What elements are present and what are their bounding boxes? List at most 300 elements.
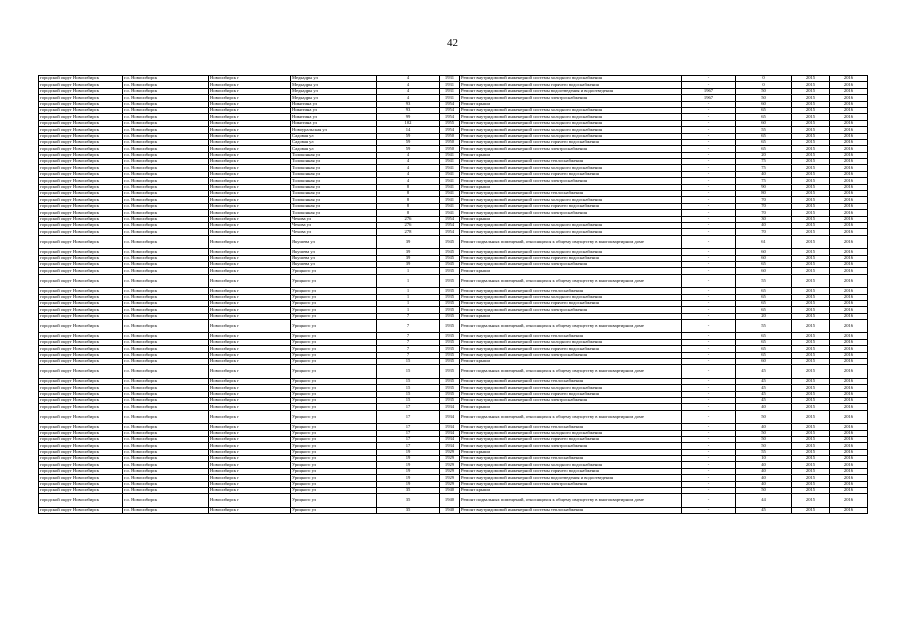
wear-percent-cell: 65: [736, 346, 792, 352]
wear-percent-cell: 50: [736, 95, 792, 101]
street-cell: Урицкого ул: [291, 288, 377, 294]
city-cell: Новосибирск г: [209, 184, 291, 190]
district-cell: г.о. Новосибирск: [123, 229, 209, 235]
last-repair-year-cell: -: [682, 288, 736, 294]
plan-start-year-cell: 2015: [792, 127, 830, 133]
street-cell: Садовая ул: [291, 133, 377, 139]
city-cell: Новосибирск г: [209, 178, 291, 184]
work-type-cell: Ремонт внутридомовой инженерной системы горячего водоснабжения: [460, 203, 682, 209]
wear-percent-cell: 60: [736, 101, 792, 107]
street-cell: Никитина ул: [291, 114, 377, 120]
house-number-cell: 19: [377, 462, 440, 468]
street-cell: Урицкого ул: [291, 307, 377, 313]
work-type-cell: Ремонт внутридомовой инженерной системы холодного водоснабжения: [460, 294, 682, 300]
plan-end-year-cell: 2016: [830, 216, 868, 222]
plan-end-year-cell: 2016: [830, 391, 868, 397]
year-built-cell: 1945: [440, 249, 460, 255]
wear-percent-cell: 60: [736, 268, 792, 274]
municipality-cell: городской округ Новосибирск: [39, 488, 123, 494]
city-cell: Новосибирск г: [209, 391, 291, 397]
last-repair-year-cell: -: [682, 76, 736, 82]
district-cell: г.о. Новосибирск: [123, 249, 209, 255]
district-cell: г.о. Новосибирск: [123, 159, 209, 165]
plan-start-year-cell: 2015: [792, 255, 830, 261]
plan-start-year-cell: 2015: [792, 88, 830, 94]
last-repair-year-cell: -: [682, 235, 736, 248]
last-repair-year-cell: -: [682, 359, 736, 365]
year-built-cell: 1940: [440, 507, 460, 513]
last-repair-year-cell: 1967: [682, 88, 736, 94]
plan-start-year-cell: 2015: [792, 507, 830, 513]
district-cell: г.о. Новосибирск: [123, 184, 209, 190]
last-repair-year-cell: -: [682, 404, 736, 410]
year-built-cell: 1935: [440, 294, 460, 300]
city-cell: Новосибирск г: [209, 274, 291, 287]
last-repair-year-cell: -: [682, 424, 736, 430]
wear-percent-cell: 60: [736, 255, 792, 261]
work-type-cell: Ремонт внутридомовой инженерной системы теплоснабжения: [460, 159, 682, 165]
municipality-cell: городской округ Новосибирск: [39, 313, 123, 319]
work-type-cell: Ремонт крыши: [460, 216, 682, 222]
plan-end-year-cell: 2016: [830, 139, 868, 145]
municipality-cell: городской округ Новосибирск: [39, 475, 123, 481]
year-built-cell: 1931: [440, 95, 460, 101]
wear-percent-cell: 0: [736, 82, 792, 88]
district-cell: г.о. Новосибирск: [123, 235, 209, 248]
wear-percent-cell: 50: [736, 430, 792, 436]
district-cell: г.о. Новосибирск: [123, 313, 209, 319]
house-number-cell: 276: [377, 216, 440, 222]
street-cell: Урицкого ул: [291, 507, 377, 513]
house-number-cell: 17: [377, 443, 440, 449]
district-cell: г.о. Новосибирск: [123, 300, 209, 306]
city-cell: Новосибирск г: [209, 462, 291, 468]
district-cell: г.о. Новосибирск: [123, 443, 209, 449]
city-cell: Новосибирск г: [209, 88, 291, 94]
plan-start-year-cell: 2015: [792, 249, 830, 255]
wear-percent-cell: 90: [736, 184, 792, 190]
work-type-cell: Ремонт крыши: [460, 184, 682, 190]
house-number-cell: 17: [377, 424, 440, 430]
work-type-cell: Ремонт внутридомовой инженерной системы холодного водоснабжения: [460, 229, 682, 235]
wear-percent-cell: 70: [736, 203, 792, 209]
plan-start-year-cell: 2015: [792, 210, 830, 216]
city-cell: Новосибирск г: [209, 346, 291, 352]
wear-percent-cell: 45: [736, 397, 792, 403]
street-cell: Урицкого ул: [291, 468, 377, 474]
house-number-cell: 35: [377, 507, 440, 513]
plan-end-year-cell: 2016: [830, 488, 868, 494]
street-cell: Урицкого ул: [291, 274, 377, 287]
plan-end-year-cell: 2016: [830, 339, 868, 345]
plan-start-year-cell: 2015: [792, 274, 830, 287]
last-repair-year-cell: -: [682, 222, 736, 228]
work-type-cell: Ремонт внутридомовой инженерной системы теплоснабжения: [460, 507, 682, 513]
district-cell: г.о. Новосибирск: [123, 107, 209, 113]
wear-percent-cell: 55: [736, 449, 792, 455]
city-cell: Новосибирск г: [209, 313, 291, 319]
table-row: [39, 274, 868, 287]
district-cell: г.о. Новосибирск: [123, 114, 209, 120]
work-type-cell: Ремонт внутридомовой инженерной системы электроснабжения: [460, 210, 682, 216]
last-repair-year-cell: -: [682, 133, 736, 139]
wear-percent-cell: 45: [736, 385, 792, 391]
plan-end-year-cell: 2016: [830, 365, 868, 378]
work-type-cell: Ремонт внутридомовой инженерной системы горячего водоснабжения: [460, 300, 682, 306]
last-repair-year-cell: -: [682, 152, 736, 158]
work-type-cell: Ремонт внутридомовой инженерной системы горячего водоснабжения: [460, 468, 682, 474]
wear-percent-cell: 75: [736, 178, 792, 184]
wear-percent-cell: 0: [736, 76, 792, 82]
city-cell: Новосибирск г: [209, 235, 291, 248]
street-cell: Медкадры ул: [291, 76, 377, 82]
last-repair-year-cell: -: [682, 352, 736, 358]
house-number-cell: 99: [377, 114, 440, 120]
work-type-cell: Ремонт внутридомовой инженерной системы водоотведения и водоотведения: [460, 475, 682, 481]
plan-start-year-cell: 2015: [792, 339, 830, 345]
plan-start-year-cell: 2015: [792, 184, 830, 190]
last-repair-year-cell: -: [682, 203, 736, 209]
work-type-cell: Ремонт внутридомовой инженерной системы теплоснабжения: [460, 288, 682, 294]
city-cell: Новосибирск г: [209, 203, 291, 209]
plan-start-year-cell: 2015: [792, 320, 830, 333]
house-number-cell: 93: [377, 107, 440, 113]
year-built-cell: 1945: [440, 261, 460, 267]
house-number-cell: 39: [377, 235, 440, 248]
plan-end-year-cell: 2016: [830, 82, 868, 88]
district-cell: г.о. Новосибирск: [123, 397, 209, 403]
last-repair-year-cell: -: [682, 139, 736, 145]
work-type-cell: Ремонт внутридомовой инженерной системы горячего водоснабжения: [460, 82, 682, 88]
plan-end-year-cell: 2016: [830, 436, 868, 442]
municipality-cell: городской округ Новосибирск: [39, 436, 123, 442]
wear-percent-cell: 44: [736, 494, 792, 507]
year-built-cell: 1935: [440, 352, 460, 358]
house-number-cell: 8: [377, 203, 440, 209]
street-cell: Толоконная ул: [291, 165, 377, 171]
municipality-cell: городской округ Новосибирск: [39, 216, 123, 222]
district-cell: г.о. Новосибирск: [123, 346, 209, 352]
district-cell: г.о. Новосибирск: [123, 449, 209, 455]
year-built-cell: 1934: [440, 436, 460, 442]
city-cell: Новосибирск г: [209, 378, 291, 384]
year-built-cell: 1934: [440, 404, 460, 410]
municipality-cell: городской округ Новосибирск: [39, 95, 123, 101]
plan-start-year-cell: 2015: [792, 462, 830, 468]
plan-start-year-cell: 2015: [792, 300, 830, 306]
city-cell: Новосибирск г: [209, 127, 291, 133]
district-cell: г.о. Новосибирск: [123, 88, 209, 94]
city-cell: Новосибирск г: [209, 456, 291, 462]
plan-end-year-cell: 2016: [830, 76, 868, 82]
plan-start-year-cell: 2015: [792, 294, 830, 300]
plan-start-year-cell: 2015: [792, 443, 830, 449]
municipality-cell: городской округ Новосибирск: [39, 288, 123, 294]
street-cell: Никитина ул: [291, 107, 377, 113]
street-cell: Толоконная ул: [291, 197, 377, 203]
year-built-cell: 1929: [440, 475, 460, 481]
municipality-cell: городской округ Новосибирск: [39, 443, 123, 449]
plan-start-year-cell: 2015: [792, 468, 830, 474]
last-repair-year-cell: -: [682, 249, 736, 255]
wear-percent-cell: 60: [736, 120, 792, 126]
house-number-cell: 19: [377, 481, 440, 487]
district-cell: г.о. Новосибирск: [123, 165, 209, 171]
wear-percent-cell: 40: [736, 404, 792, 410]
city-cell: Новосибирск г: [209, 352, 291, 358]
plan-end-year-cell: 2016: [830, 261, 868, 267]
district-cell: г.о. Новосибирск: [123, 152, 209, 158]
plan-start-year-cell: 2015: [792, 488, 830, 494]
district-cell: г.о. Новосибирск: [123, 494, 209, 507]
street-cell: Урицкого ул: [291, 404, 377, 410]
plan-start-year-cell: 2015: [792, 178, 830, 184]
district-cell: г.о. Новосибирск: [123, 359, 209, 365]
district-cell: г.о. Новосибирск: [123, 268, 209, 274]
year-built-cell: 1945: [440, 255, 460, 261]
year-built-cell: 1935: [440, 378, 460, 384]
year-built-cell: 1935: [440, 339, 460, 345]
house-number-cell: 7: [377, 339, 440, 345]
district-cell: г.о. Новосибирск: [123, 191, 209, 197]
last-repair-year-cell: -: [682, 475, 736, 481]
wear-percent-cell: 60: [736, 249, 792, 255]
district-cell: г.о. Новосибирск: [123, 320, 209, 333]
municipality-cell: городской округ Новосибирск: [39, 333, 123, 339]
district-cell: г.о. Новосибирск: [123, 178, 209, 184]
municipality-cell: городской округ Новосибирск: [39, 430, 123, 436]
municipality-cell: городской округ Новосибирск: [39, 352, 123, 358]
plan-start-year-cell: 2015: [792, 378, 830, 384]
plan-start-year-cell: 2015: [792, 107, 830, 113]
plan-end-year-cell: 2016: [830, 88, 868, 94]
municipality-cell: городской округ Новосибирск: [39, 184, 123, 190]
plan-start-year-cell: 2015: [792, 365, 830, 378]
plan-end-year-cell: 2016: [830, 449, 868, 455]
municipality-cell: городской округ Новосибирск: [39, 300, 123, 306]
municipality-cell: городской округ Новосибирск: [39, 494, 123, 507]
city-cell: Новосибирск г: [209, 222, 291, 228]
plan-start-year-cell: 2015: [792, 114, 830, 120]
city-cell: Новосибирск г: [209, 210, 291, 216]
wear-percent-cell: 65: [736, 107, 792, 113]
street-cell: Толоконная ул: [291, 152, 377, 158]
last-repair-year-cell: -: [682, 507, 736, 513]
street-cell: Урицкого ул: [291, 359, 377, 365]
street-cell: Толоконная ул: [291, 210, 377, 216]
last-repair-year-cell: -: [682, 210, 736, 216]
district-cell: г.о. Новосибирск: [123, 307, 209, 313]
table-row: [39, 365, 868, 378]
municipality-cell: городской округ Новосибирск: [39, 229, 123, 235]
house-number-cell: 1: [377, 307, 440, 313]
district-cell: г.о. Новосибирск: [123, 339, 209, 345]
plan-end-year-cell: 2016: [830, 235, 868, 248]
house-number-cell: 15: [377, 365, 440, 378]
district-cell: г.о. Новосибирск: [123, 101, 209, 107]
plan-start-year-cell: 2015: [792, 475, 830, 481]
wear-percent-cell: 45: [736, 378, 792, 384]
last-repair-year-cell: -: [682, 178, 736, 184]
year-built-cell: 1935: [440, 346, 460, 352]
house-number-cell: 15: [377, 385, 440, 391]
district-cell: г.о. Новосибирск: [123, 468, 209, 474]
house-number-cell: 19: [377, 475, 440, 481]
year-built-cell: 1935: [440, 365, 460, 378]
city-cell: Новосибирск г: [209, 300, 291, 306]
year-built-cell: 1935: [440, 307, 460, 313]
work-type-cell: Ремонт внутридомовой инженерной системы холодного водоснабжения: [460, 462, 682, 468]
district-cell: г.о. Новосибирск: [123, 197, 209, 203]
last-repair-year-cell: -: [682, 449, 736, 455]
municipality-cell: городской округ Новосибирск: [39, 222, 123, 228]
year-built-cell: 1934: [440, 410, 460, 423]
municipality-cell: городской округ Новосибирск: [39, 468, 123, 474]
plan-end-year-cell: 2016: [830, 171, 868, 177]
last-repair-year-cell: -: [682, 107, 736, 113]
municipality-cell: городской округ Новосибирск: [39, 462, 123, 468]
last-repair-year-cell: -: [682, 184, 736, 190]
work-type-cell: Ремонт внутридомовой инженерной системы электроснабжения: [460, 261, 682, 267]
house-number-cell: 8: [377, 191, 440, 197]
plan-end-year-cell: 2016: [830, 346, 868, 352]
last-repair-year-cell: -: [682, 346, 736, 352]
year-built-cell: 1954: [440, 107, 460, 113]
street-cell: Урицкого ул: [291, 475, 377, 481]
street-cell: Урицкого ул: [291, 300, 377, 306]
last-repair-year-cell: -: [682, 430, 736, 436]
year-built-cell: 1935: [440, 359, 460, 365]
district-cell: г.о. Новосибирск: [123, 255, 209, 261]
plan-end-year-cell: 2016: [830, 397, 868, 403]
table-row: [39, 410, 868, 423]
street-cell: Якушева ул: [291, 261, 377, 267]
wear-percent-cell: 50: [736, 436, 792, 442]
work-type-cell: Ремонт внутридомовой инженерной системы электроснабжения: [460, 178, 682, 184]
city-cell: Новосибирск г: [209, 101, 291, 107]
municipality-cell: городской округ Новосибирск: [39, 191, 123, 197]
district-cell: г.о. Новосибирск: [123, 507, 209, 513]
plan-start-year-cell: 2015: [792, 235, 830, 248]
street-cell: Медкадры ул: [291, 82, 377, 88]
year-built-cell: 1954: [440, 222, 460, 228]
city-cell: Новосибирск г: [209, 95, 291, 101]
plan-start-year-cell: 2015: [792, 456, 830, 462]
plan-end-year-cell: 2016: [830, 114, 868, 120]
plan-end-year-cell: 2016: [830, 146, 868, 152]
street-cell: Урицкого ул: [291, 346, 377, 352]
year-built-cell: 1941: [440, 171, 460, 177]
plan-start-year-cell: 2015: [792, 410, 830, 423]
plan-end-year-cell: 2016: [830, 481, 868, 487]
street-cell: Толоконная ул: [291, 184, 377, 190]
year-built-cell: 1935: [440, 391, 460, 397]
plan-start-year-cell: 2015: [792, 222, 830, 228]
district-cell: г.о. Новосибирск: [123, 288, 209, 294]
work-type-cell: Ремонт крыши: [460, 488, 682, 494]
house-number-cell: 17: [377, 410, 440, 423]
plan-start-year-cell: 2015: [792, 307, 830, 313]
municipality-cell: городской округ Новосибирск: [39, 365, 123, 378]
work-type-cell: Ремонт крыши: [460, 152, 682, 158]
house-number-cell: 8: [377, 197, 440, 203]
last-repair-year-cell: -: [682, 82, 736, 88]
wear-percent-cell: 65: [736, 307, 792, 313]
plan-end-year-cell: 2016: [830, 462, 868, 468]
wear-percent-cell: 61: [736, 235, 792, 248]
district-cell: г.о. Новосибирск: [123, 95, 209, 101]
year-built-cell: 1935: [440, 313, 460, 319]
plan-end-year-cell: 2016: [830, 268, 868, 274]
municipality-cell: городской округ Новосибирск: [39, 197, 123, 203]
city-cell: Новосибирск г: [209, 139, 291, 145]
street-cell: Урицкого ул: [291, 456, 377, 462]
municipality-cell: городской округ Новосибирск: [39, 88, 123, 94]
work-type-cell: Ремонт внутридомовой инженерной системы холодного водоснабжения: [460, 165, 682, 171]
plan-end-year-cell: 2016: [830, 475, 868, 481]
plan-end-year-cell: 2016: [830, 424, 868, 430]
street-cell: Урицкого ул: [291, 365, 377, 378]
plan-end-year-cell: 2016: [830, 210, 868, 216]
wear-percent-cell: 65: [736, 294, 792, 300]
municipality-cell: городской округ Новосибирск: [39, 159, 123, 165]
district-cell: г.о. Новосибирск: [123, 82, 209, 88]
street-cell: Урицкого ул: [291, 430, 377, 436]
wear-percent-cell: 40: [736, 171, 792, 177]
work-type-cell: Ремонт внутридомовой инженерной системы холодного водоснабжения: [460, 339, 682, 345]
street-cell: Якушева ул: [291, 249, 377, 255]
plan-start-year-cell: 2015: [792, 146, 830, 152]
last-repair-year-cell: -: [682, 114, 736, 120]
plan-end-year-cell: 2016: [830, 107, 868, 113]
wear-percent-cell: 40: [736, 462, 792, 468]
last-repair-year-cell: -: [682, 391, 736, 397]
last-repair-year-cell: -: [682, 462, 736, 468]
work-type-cell: Ремонт внутридомовой инженерной системы электроснабжения: [460, 307, 682, 313]
street-cell: Урицкого ул: [291, 268, 377, 274]
street-cell: Садовая ул: [291, 139, 377, 145]
city-cell: Новосибирск г: [209, 255, 291, 261]
house-number-cell: 7: [377, 313, 440, 319]
district-cell: г.о. Новосибирск: [123, 385, 209, 391]
municipality-cell: городской округ Новосибирск: [39, 146, 123, 152]
house-number-cell: 4: [377, 171, 440, 177]
house-number-cell: 4: [377, 178, 440, 184]
work-type-cell: Ремонт внутридомовой инженерной системы теплоснабжения: [460, 456, 682, 462]
plan-start-year-cell: 2015: [792, 359, 830, 365]
last-repair-year-cell: -: [682, 313, 736, 319]
street-cell: Чехова ул: [291, 229, 377, 235]
plan-start-year-cell: 2015: [792, 203, 830, 209]
last-repair-year-cell: -: [682, 481, 736, 487]
street-cell: Медкадры ул: [291, 95, 377, 101]
year-built-cell: 1950: [440, 146, 460, 152]
street-cell: Урицкого ул: [291, 443, 377, 449]
plan-end-year-cell: 2016: [830, 313, 868, 319]
street-cell: Урицкого ул: [291, 320, 377, 333]
year-built-cell: 1940: [440, 488, 460, 494]
district-cell: г.о. Новосибирск: [123, 456, 209, 462]
house-number-cell: 4: [377, 152, 440, 158]
city-cell: Новосибирск г: [209, 359, 291, 365]
city-cell: Новосибирск г: [209, 443, 291, 449]
wear-percent-cell: 65: [736, 261, 792, 267]
last-repair-year-cell: 1967: [682, 95, 736, 101]
plan-start-year-cell: 2015: [792, 346, 830, 352]
work-type-cell: Ремонт внутридомовой инженерной системы теплоснабжения: [460, 424, 682, 430]
plan-end-year-cell: 2016: [830, 456, 868, 462]
work-type-cell: Ремонт внутридомовой инженерной системы холодного водоснабжения: [460, 114, 682, 120]
